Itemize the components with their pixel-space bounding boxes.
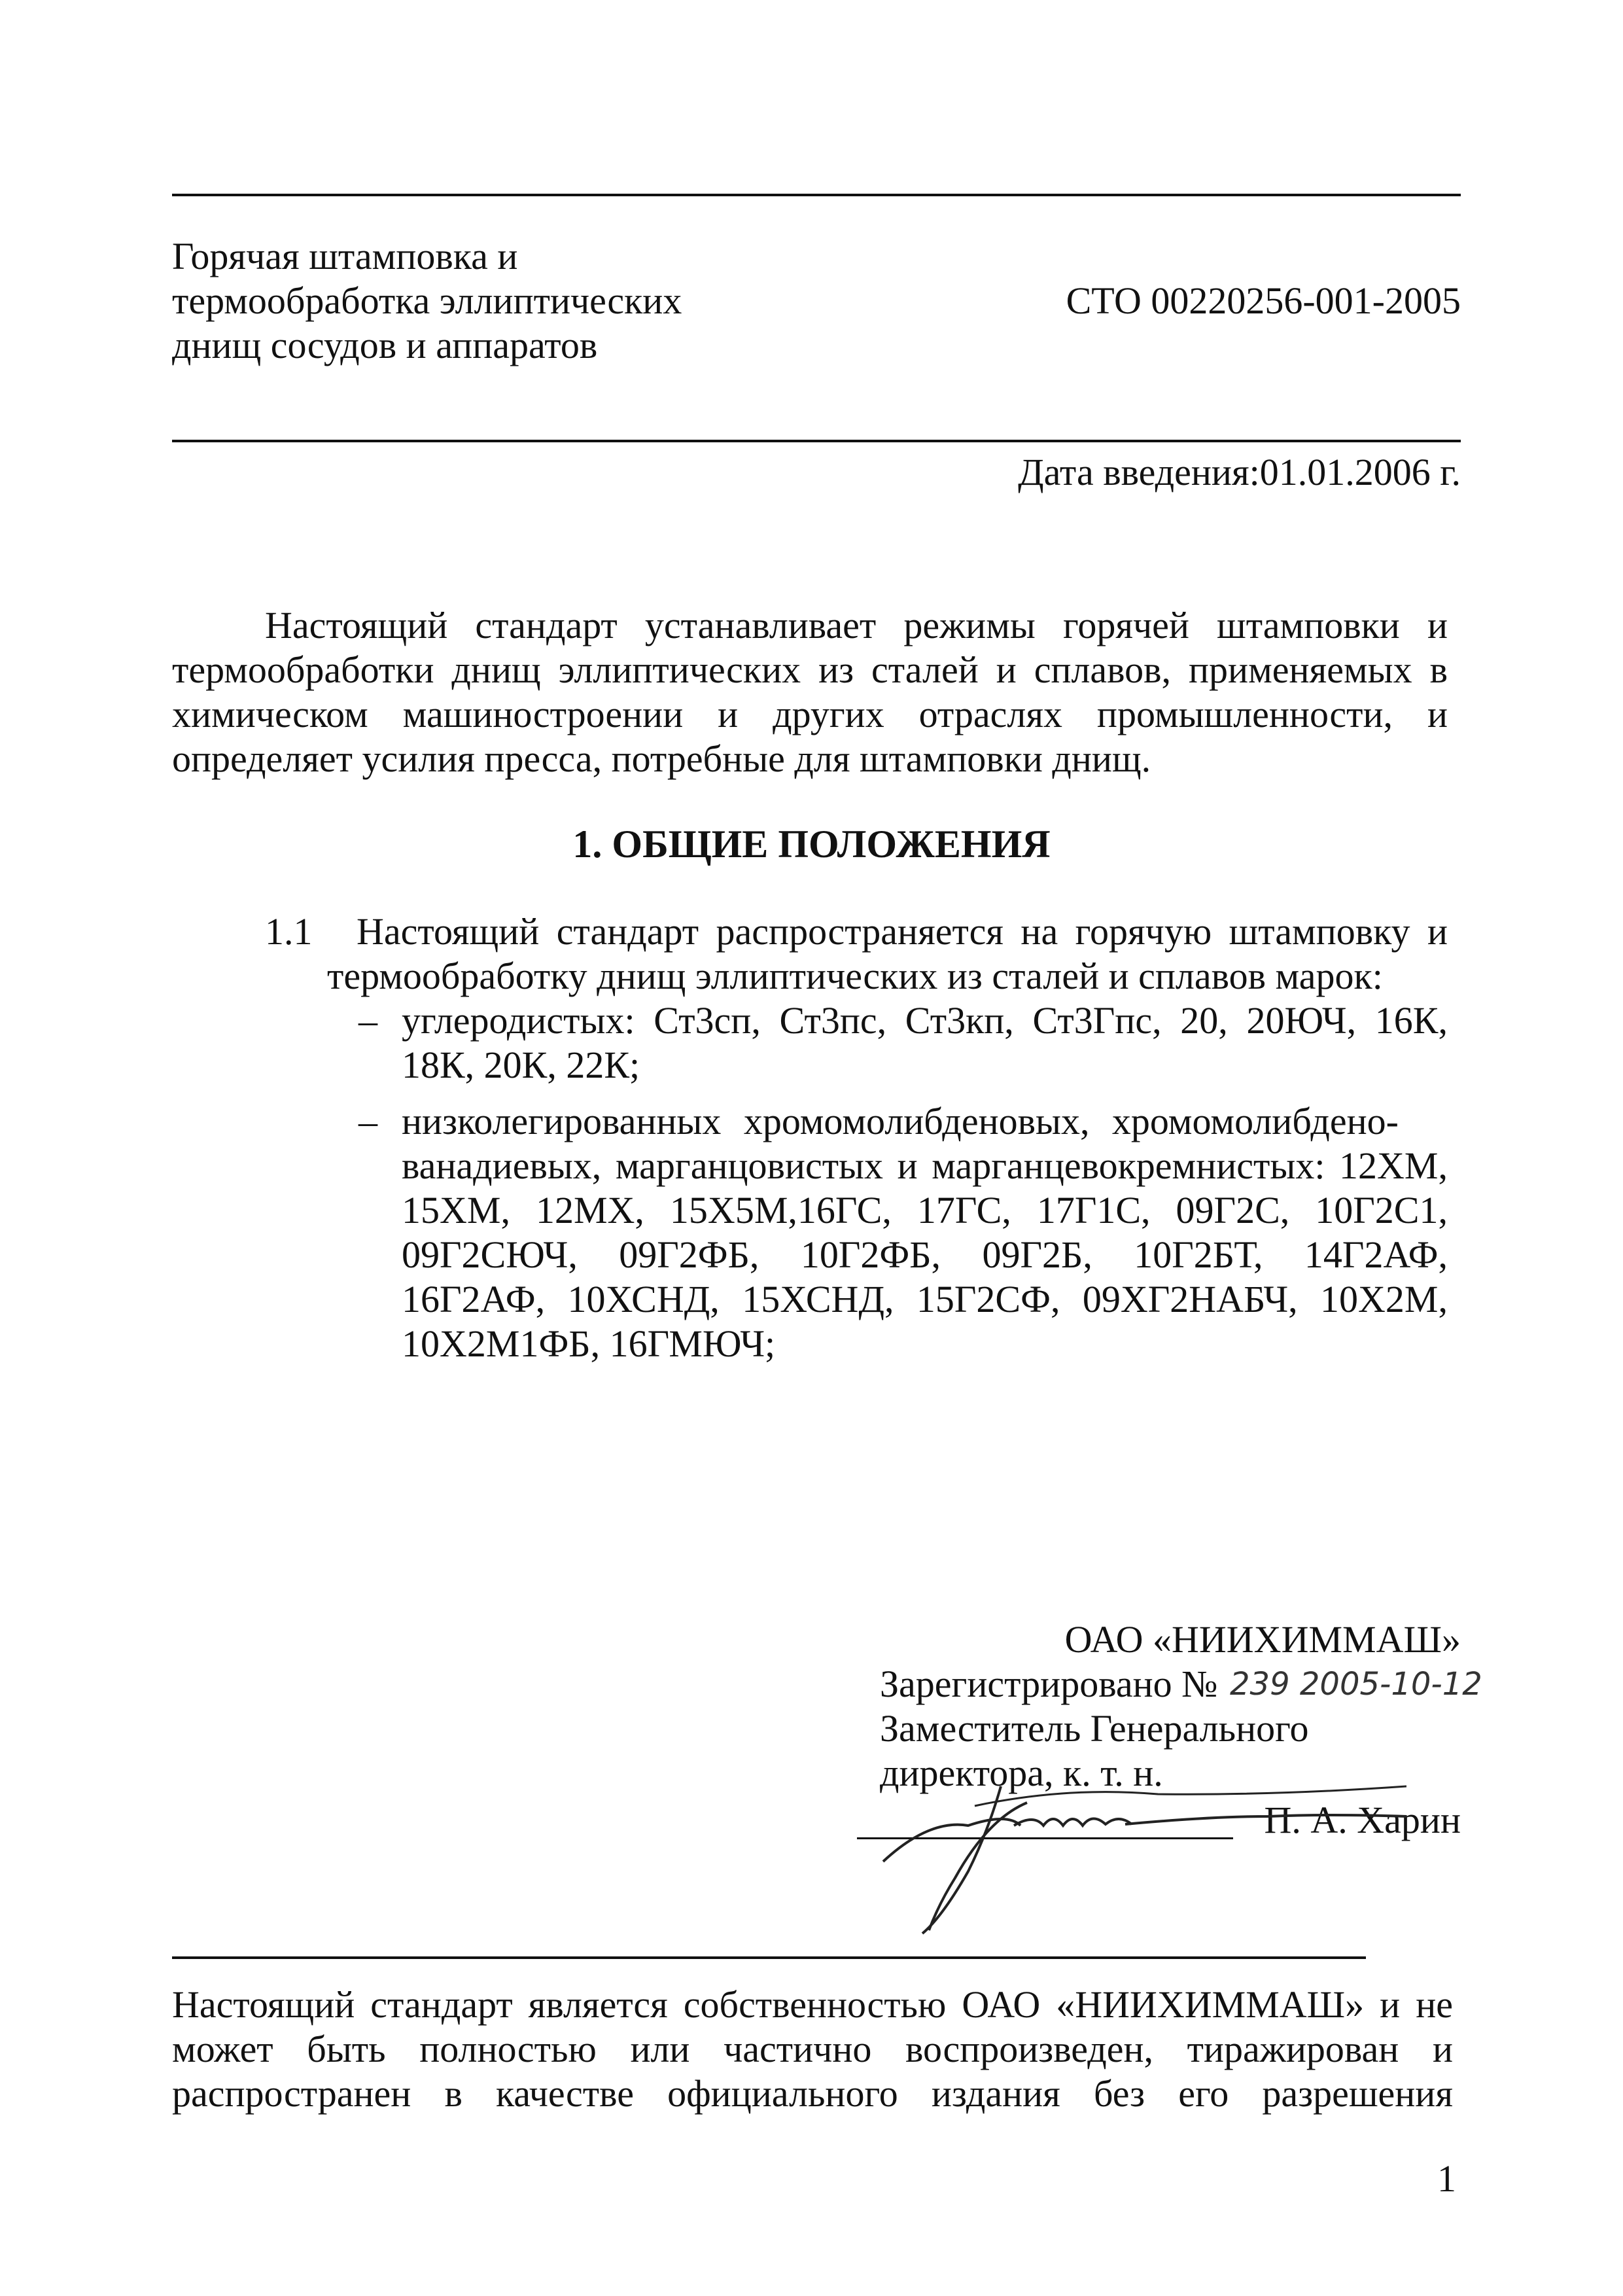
list-line: 15ХМ, 12МХ, 15Х5М,16ГС, 17ГС, 17Г1С, 09Г2С, 10Г2С1, bbox=[402, 1189, 1448, 1231]
header-rule bbox=[172, 440, 1461, 442]
footer-rule bbox=[172, 1956, 1366, 1959]
title-line: днищ сосудов и аппаратов bbox=[172, 324, 598, 366]
list-line: углеродистых: Ст3сп, Ст3пс, Ст3кп, Ст3Гпс, 20, 20ЮЧ, 16К, bbox=[402, 999, 1448, 1042]
registration-label: Зарегистрировано № bbox=[880, 1663, 1218, 1705]
page-number: 1 bbox=[1437, 2157, 1456, 2200]
paragraph-line: Настоящий стандарт устанавливает режимы горячей штамповки и bbox=[265, 604, 1448, 646]
list-line: 10Х2М1ФБ, 16ГМЮЧ; bbox=[402, 1322, 776, 1365]
signatory-name: П. А. Харин bbox=[1264, 1799, 1461, 1841]
paragraph-line: химическом машиностроении и других отраслях промышленности, и bbox=[172, 693, 1448, 735]
list-line: 18К, 20К, 22К; bbox=[402, 1044, 640, 1086]
handwritten-signature bbox=[818, 1740, 1406, 1937]
list-line: низколегированных хромомолибденовых, хромомолибдено- bbox=[402, 1100, 1399, 1142]
list-line: 16Г2АФ, 10ХСНД, 15ХСНД, 15Г2СФ, 09ХГ2НАБЧ, 10Х2М, bbox=[402, 1278, 1448, 1320]
introduction-date: Дата введения:01.01.2006 г. bbox=[1018, 451, 1461, 493]
paragraph-line: определяет усилия пресса, потребные для штамповки днищ. bbox=[172, 737, 1151, 780]
section-heading: 1. ОБЩИЕ ПОЛОЖЕНИЯ bbox=[572, 822, 1051, 866]
top-rule bbox=[172, 194, 1461, 196]
list-line: ванадиевых, марганцовистых и марганцевокремнистых: 12ХМ, bbox=[402, 1144, 1448, 1187]
item-number: 1.1 bbox=[265, 910, 313, 953]
notice-line: может быть полностью или частично воспроизведен, тиражирован и bbox=[172, 2028, 1453, 2070]
item-line: термообработку днищ эллиптических из сталей и сплавов марок: bbox=[327, 955, 1383, 997]
list-line: 09Г2СЮЧ, 09Г2ФБ, 10Г2ФБ, 09Г2Б, 10Г2БТ, 14Г2АФ, bbox=[402, 1233, 1448, 1276]
item-line: Настоящий стандарт распространяется на горячую штамповку и bbox=[357, 910, 1448, 953]
list-dash: – bbox=[358, 999, 377, 1042]
title-line: термообработка эллиптических bbox=[172, 279, 682, 322]
paragraph-line: термообработки днищ эллиптических из сталей и сплавов, применяемых в bbox=[172, 648, 1448, 691]
list-dash: – bbox=[358, 1100, 377, 1142]
organization-name: ОАО «НИИХИММАШ» bbox=[1064, 1618, 1461, 1661]
notice-line: Настоящий стандарт является собственностью ОАО «НИИХИММАШ» и не bbox=[172, 1983, 1453, 2026]
notice-line: распространен в качестве официального издания без его разрешения bbox=[172, 2072, 1453, 2115]
registration-handwritten: 239 2005-10-12 bbox=[1230, 1666, 1482, 1703]
title-line: Горячая штамповка и bbox=[172, 235, 518, 277]
standard-code: СТО 00220256-001-2005 bbox=[1066, 279, 1461, 322]
signatory-role: директора, к. т. н. bbox=[880, 1752, 1163, 1794]
signatory-role: Заместитель Генерального bbox=[880, 1707, 1309, 1750]
